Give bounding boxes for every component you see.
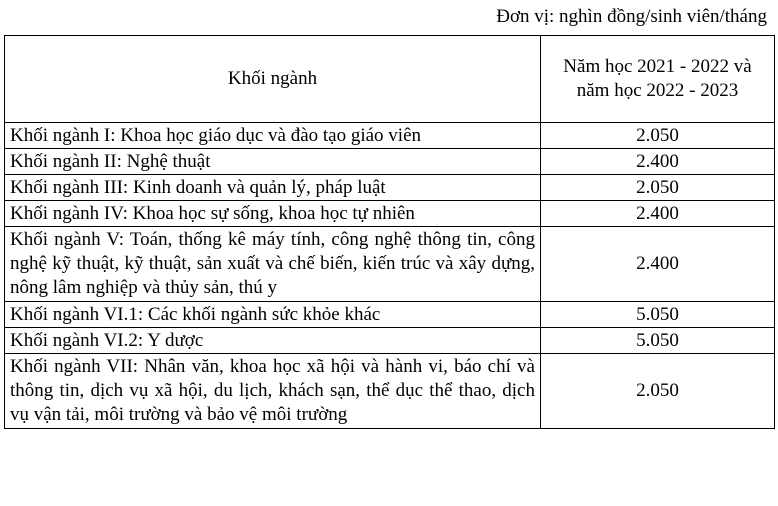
row-fee: 2.400 [541,227,775,302]
table-row [5,227,775,302]
table-row [5,175,775,201]
row-fee: 2.050 [541,175,775,201]
table-row [5,302,775,328]
table-row [5,328,775,354]
row-name: Khối ngành IV: Khoa học sự sống, khoa học tự nhiên [5,201,541,227]
row-fee: 2.050 [541,354,775,429]
table-row [5,354,775,429]
row-name: Khối ngành III: Kinh doanh và quản lý, pháp luật [5,175,541,201]
row-name: Khối ngành VI.2: Y dược [5,328,541,354]
row-name: Khối ngành I: Khoa học giáo dục và đào tạo giáo viên [5,123,541,149]
header-year: Năm học 2021 - 2022 và năm học 2022 - 2023 [541,36,775,123]
row-name: Khối ngành V: Toán, thống kê máy tính, công nghệ thông tin, công nghệ kỹ thuật, kỹ thuật, sản xuất và chế biến, kiến trúc và xây dựng, nông lâm nghiệp và thủy sản, thú y [5,227,541,302]
row-name: Khối ngành VI.1: Các khối ngành sức khỏe khác [5,302,541,328]
row-fee: 5.050 [541,328,775,354]
row-fee: 2.400 [541,201,775,227]
row-name: Khối ngành VII: Nhân văn, khoa học xã hội và hành vi, báo chí và thông tin, dịch vụ xã hội, du lịch, khách sạn, thể dục thể thao, dịch vụ vận tải, môi trường và bảo vệ môi trường [5,354,541,429]
table-row [5,149,775,175]
table-row [5,123,775,149]
row-fee: 5.050 [541,302,775,328]
row-fee: 2.400 [541,149,775,175]
row-name: Khối ngành II: Nghệ thuật [5,149,541,175]
unit-note: Đơn vị: nghìn đồng/sinh viên/tháng [496,6,767,27]
header-row [5,36,775,123]
tuition-table [4,35,775,429]
table-row [5,201,775,227]
header-field: Khối ngành [5,36,541,123]
row-fee: 2.050 [541,123,775,149]
